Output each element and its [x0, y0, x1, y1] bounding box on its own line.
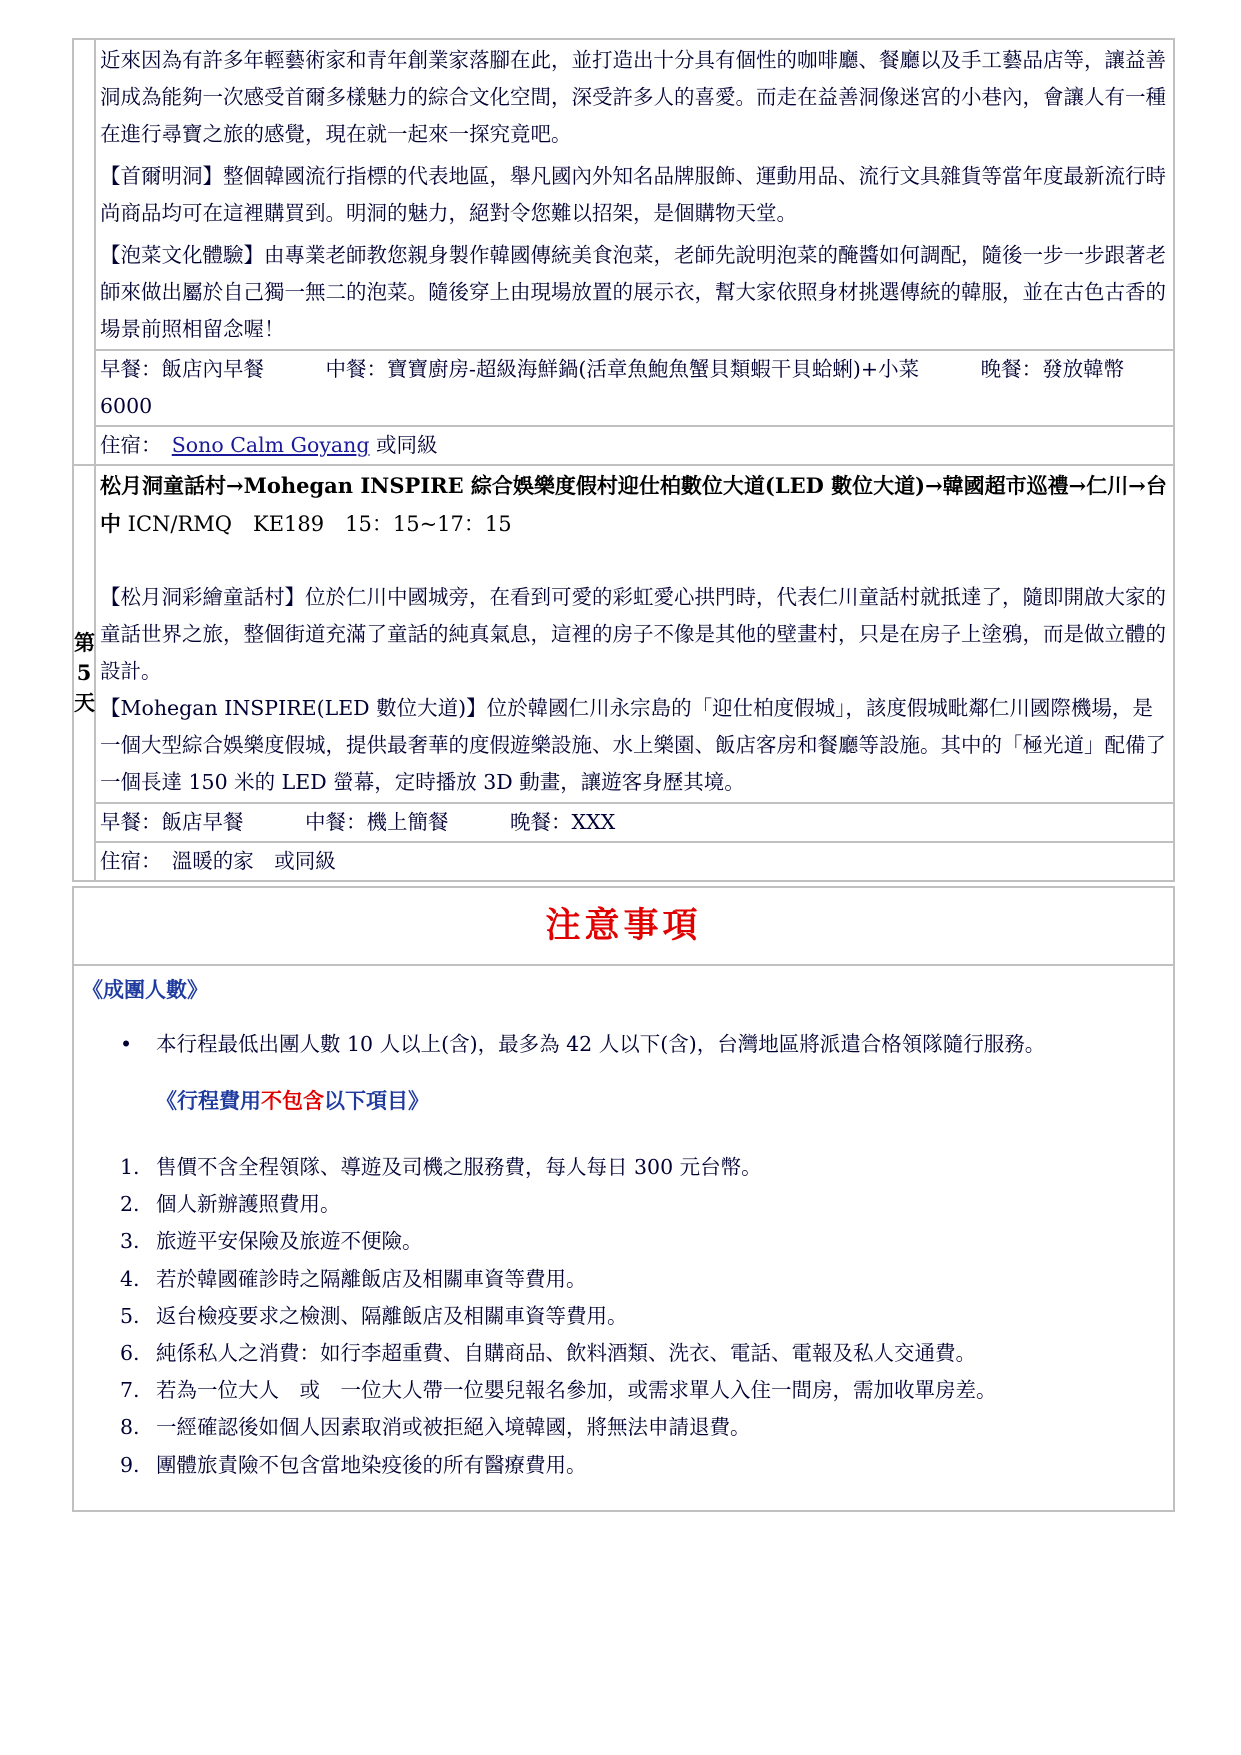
excluded-item	[82, 1186, 1163, 1223]
item-number: 9.	[120, 1452, 140, 1477]
item-number: 8.	[120, 1415, 140, 1440]
group-size-text: 本行程最低出團人數 10 人以上(含)，最多為 42 人以下(含)，台灣地區將派遣合格領隊隨行服務。	[156, 1032, 1046, 1056]
item-number: 4.	[120, 1266, 140, 1291]
excluded-item	[82, 1409, 1163, 1446]
day5-route-flight: ICN/RMQ KE189 15：15~17：15	[121, 512, 512, 536]
day5-paragraph-songwol: 【松月洞彩繪童話村】位於仁川中國城旁，在看到可愛的彩虹愛心拱門時，代表仁川童話村就抵達了，隨即開啟大家的童話世界之旅，整個街道充滿了童話的純真氣息，這裡的房子不像是其他的壁畫村，只是在房子上塗鴉，而是做立體的設計。	[100, 585, 1166, 683]
excluded-heading-part1: 《行程費用	[156, 1088, 261, 1113]
day4-paragraph-myeongdong: 【首爾明洞】整個韓國流行指標的代表地區，舉凡國內外知名品牌服飾、運動用品、流行文具雜貨等當年度最新流行時尚商品均可在這裡購買到。明洞的魅力，絕對令您難以招架，是個購物天堂。	[100, 164, 1166, 225]
day5-route-stops: 松月洞童話村→Mohegan INSPIRE 綜合娛樂度假村迎仕柏數位大道(LED 數位大道)→韓國超市巡禮→仁川→台中	[100, 473, 1167, 536]
hotel-link-sono-calm-goyang[interactable]: Sono Calm Goyang	[171, 433, 370, 457]
excluded-item-text: 若於韓國確診時之隔離飯店及相關車資等費用。	[156, 1266, 587, 1291]
bullet-dot-icon: •	[120, 1032, 133, 1056]
day4-hotel-suffix: 或同級	[376, 433, 438, 457]
group-size-heading: 《成團人數》	[82, 977, 208, 1002]
day5-description-row	[73, 465, 1174, 803]
day4-description-row	[73, 39, 1174, 350]
day5-label-char-3: 天	[74, 690, 95, 715]
excluded-item-text: 純係私人之消費：如行李超重費、自購商品、飲料酒類、洗衣、電話、電報及私人交通費。	[156, 1341, 976, 1366]
excluded-item-text: 返台檢疫要求之檢測、隔離飯店及相關車資等費用。	[156, 1303, 628, 1328]
excluded-items-list	[82, 1149, 1163, 1484]
excluded-item-text: 旅遊平安保險及旅遊不便險。	[156, 1229, 423, 1254]
day5-paragraph-mohegan: 【Mohegan INSPIRE(LED 數位大道)】位於韓國仁川永宗島的「迎仕柏度假城」，該度假城毗鄰仁川國際機場，是一個大型綜合娛樂度假城，提供最奢華的度假遊樂設施、水上樂園、飯店客房和餐廳等設施。其中的「極光道」配備了一個長達 150 米的 LED 螢幕，定時播放 3D 動畫，讓遊客身歷其境。	[100, 696, 1166, 794]
excluded-item	[82, 1223, 1163, 1260]
day4-paragraph-kimchi: 【泡菜文化體驗】由專業老師教您親身製作韓國傳統美食泡菜，老師先說明泡菜的醃醬如何調配，隨後一步一步跟著老師來做出屬於自己獨一無二的泡菜。隨後穿上由現場放置的展示衣，幫大家依照身材挑選傳統的韓服，並在古色古香的場景前照相留念喔！	[100, 243, 1166, 341]
excluded-item-text: 個人新辦護照費用。	[156, 1192, 341, 1217]
excluded-item	[82, 1298, 1163, 1335]
item-number: 5.	[120, 1303, 140, 1328]
day5-label-char-2: 5	[76, 660, 92, 685]
day5-hotel-row	[73, 842, 1174, 881]
day5-label-char-1: 第	[74, 630, 95, 655]
item-number: 1.	[120, 1155, 140, 1179]
excluded-item-text: 團體旅責險不包含當地染疫後的所有醫療費用。	[156, 1452, 587, 1477]
day4-hotel-label: 住宿：	[100, 433, 152, 457]
itinerary-table	[72, 38, 1175, 882]
day4-day-cell	[73, 39, 95, 465]
day4-paragraph-insadong: 近來因為有許多年輕藝術家和青年創業家落腳在此，並打造出十分具有個性的咖啡廳、餐廳以及手工藝品店等，讓益善洞成為能夠一次感受首爾多樣魅力的綜合文化空間，深受許多人的喜愛。而走在益善洞像迷宮的小巷內，會讓人有一種在進行尋寶之旅的感覺，現在就一起來一探究竟吧。	[100, 48, 1166, 146]
day4-meals: 早餐：飯店內早餐 中餐：寶寶廚房-超級海鮮鍋(活章魚鮑魚蟹貝類蝦干貝蛤蜊)+小菜 晚餐：發放韓幣 6000	[100, 357, 1125, 418]
excluded-item-text: 一經確認後如個人因素取消或被拒絕入境韓國，將無法申請退費。	[156, 1415, 751, 1440]
excluded-item	[82, 1149, 1163, 1186]
excluded-item	[82, 1372, 1163, 1409]
item-number: 3.	[120, 1229, 140, 1254]
excluded-heading	[82, 1083, 1163, 1119]
group-size-list	[82, 1026, 1163, 1063]
day5-meals: 早餐：飯店早餐 中餐：機上簡餐 晚餐：XXX	[100, 810, 616, 834]
day5-route	[100, 467, 1167, 543]
notes-section	[72, 886, 1175, 1512]
group-size-bullet	[82, 1026, 1163, 1063]
excluded-item	[82, 1335, 1163, 1372]
excluded-heading-part2: 以下項目》	[324, 1088, 429, 1113]
day5-day-label	[73, 465, 95, 881]
day4-hotel	[100, 427, 1167, 464]
excluded-item-text: 售價不含全程領隊、導遊及司機之服務費，每人每日 300 元台幣。	[156, 1155, 762, 1179]
item-number: 6.	[120, 1341, 140, 1366]
document-page	[72, 38, 1175, 1512]
notes-title: 注意事項	[74, 888, 1173, 966]
day5-meals-row	[73, 803, 1174, 842]
item-number: 7.	[120, 1378, 140, 1403]
day5-hotel: 住宿： 溫暖的家 或同級	[100, 849, 336, 873]
excluded-heading-highlight: 不包含	[261, 1088, 324, 1113]
excluded-item-text: 若為一位大人 或 一位大人帶一位嬰兒報名參加，或需求單人入住一間房，需加收單房差。	[156, 1378, 997, 1403]
excluded-item	[82, 1447, 1163, 1484]
day4-meals-row	[73, 350, 1174, 426]
excluded-item	[82, 1261, 1163, 1298]
day4-hotel-row	[73, 426, 1174, 465]
item-number: 2.	[120, 1192, 140, 1217]
